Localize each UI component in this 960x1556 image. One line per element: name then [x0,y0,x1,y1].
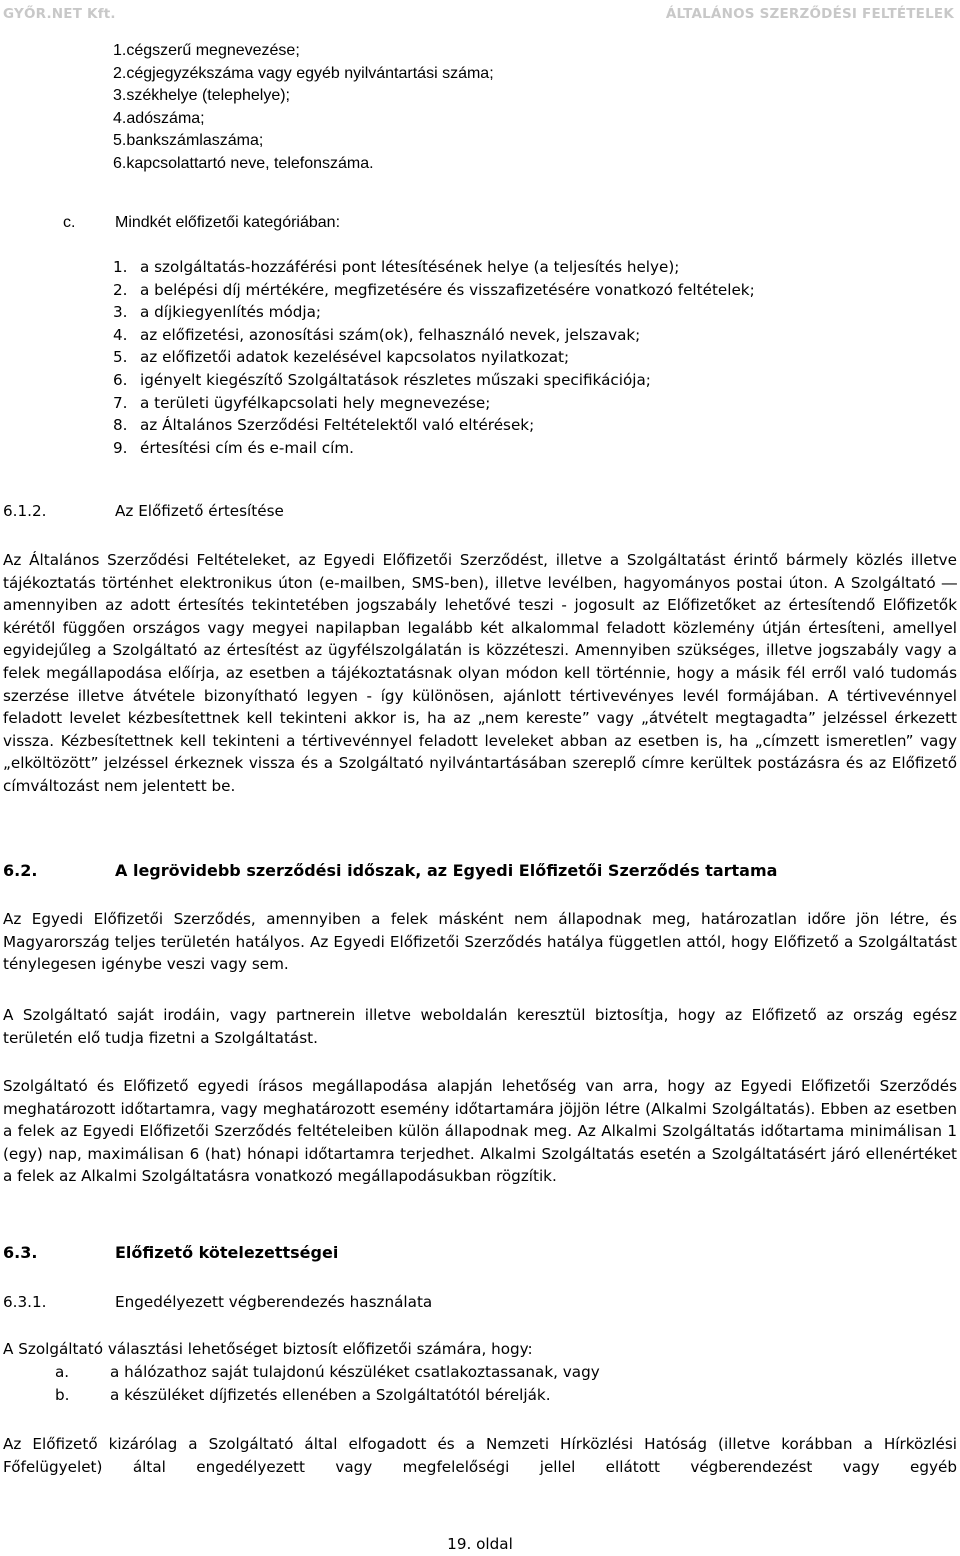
list-item: 3.székhelye (telephelye); [113,87,290,105]
paragraph-notification: Az Általános Szerződési Feltételeket, az Egyedi Előfizetői Szerződést, illetve a Szolgáltatást érintő bármely közlés illetve tájékoztatás történhet elektronikus úton (e-mailben, SMS-ben), illetve levélben, hagyományos postai úton. A Szolgáltató ― amennyiben az adott értesítés tekintetében jogszabály lehetővé teszi - jogosult az Előfizetőket az értesítendő Előfizetők kérétől függően országos vagy megyei napilapban legalább két alkalommal feladott közlemény útján értesíteni, amellyel egyidejűleg a Szolgáltató az értesítést az ügyfélszolgálatán is közzéteszi. Amennyiben szükséges, illetve jogszabály vagy a felek megállapodása előírja, az esetben a tájékoztatásnak olyan módon kell történnie, hogy a másik fél erről való tudomás szerzése illetve átvétele bizonyítható legyen - így különösen, ajánlott tértivevényes levél formájában. A tértivevénnyel feladott levelet kézbesítettnek kell tekinteni akkor is, ha az „nem kereste” vagy „átvételt megtagadta” jelzéssel érkezett vissza. Kézbesítettnek kell tekinteni a tértivevénnyel feladott leveleket abban az esetben is, ha „címzett ismeretlen” vagy „elköltözött” jelzéssel érkeznek vissza és a Szolgáltató nyilvántartásában szereplő címre kerültek postázásra és az Előfizető címváltozást nem jelentett be. [3,551,957,795]
list-item: 1.cégszerű megnevezése; [113,42,300,59]
page-number: 19. oldal [447,1535,513,1553]
paragraph-contract-term: Az Egyedi Előfizetői Szerződés, amennyiben a felek másként nem állapodnak meg, határozatlan időre jön létre, és Magyarország teljes területén hatályos. Az Egyedi Előfizetői Szerződés hatálya független attól, hogy Előfizető a Szolgáltatást ténylegesen igénybe veszi vagy sem. [3,910,957,974]
list-item: 5.bankszámlaszáma; [113,132,264,150]
list-item: 4.adószáma; [113,109,205,127]
paragraph-payment-locations: A Szolgáltató saját irodáin, vagy partnerein illetve weboldalán keresztül biztosítja, hogy az Előfizető az ország egész területén elő tudja fizetni a Szolgáltatást. [3,1006,957,1047]
paragraph-approved-devices: Az Előfizető kizárólag a Szolgáltató által elfogadott és a Nemzeti Hírközlési Hatóság (illetve korábban a Hírközlési Főfelügyelet) által engedélyezett vagy megfelelőségi jellel ellátott végberendezést vagy egyéb [3,1435,957,1476]
list-item: 2.cégjegyzékszáma vagy egyéb nyilvántartási száma; [113,64,494,82]
company-name: GYŐR.NET Kft. [3,6,116,22]
list-b [113,40,494,176]
paragraph-occasional-service: Szolgáltató és Előfizető egyedi írásos megállapodása alapján lehetőség van arra, hogy az Egyedi Előfizetői Szerződés meghatározott időtartamra, vagy meghatározott esemény időtartamára jöjjön létre (Alkalmi Szolgáltatás). Ebben az esetben a felek az Egyedi Előfizetői Szerződés feltételeiben külön állapodnak meg. Az Alkalmi Szolgáltatás időtartama minimálisan 1 (egy) nap, maximálisan 6 (hat) hónapi időtartamra terjedhet. Alkalmi Szolgáltatás esetén a Szolgáltatásért járó ellenértéket a felek az Alkalmi Szolgáltatásra vonatkozó megállapodásukban rögzítik. [3,1077,957,1186]
list-item: 6.kapcsolattartó neve, telefonszáma. [113,154,374,172]
document-title: ÁLTALÁNOS SZERZŐDÉSI FELTÉTELEK [665,6,954,22]
paragraph-device-choice: A Szolgáltató választási lehetőséget biztosít előfizetői számára, hogy: [3,1340,533,1358]
